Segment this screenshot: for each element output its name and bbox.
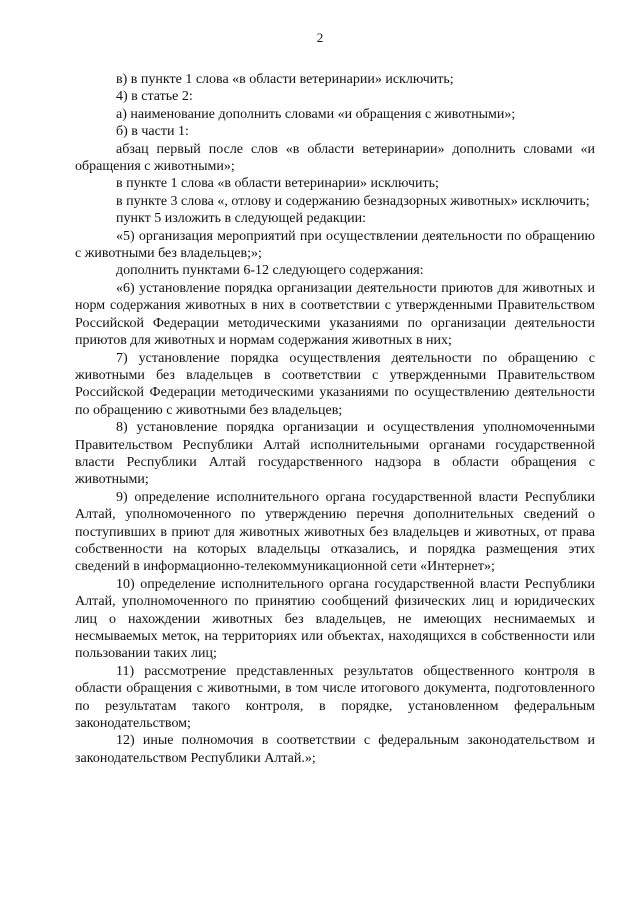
- paragraph: в пункте 3 слова «, отлову и содержанию безнадзорных животных» исключить;: [116, 193, 590, 209]
- paragraph: в) в пункте 1 слова «в области ветеринарии» исключить;: [116, 72, 454, 87]
- paragraph: 8) установление порядка организации и осуществления уполномоченными Правительством Республики Алтай исполнительными органами государственной власти Республики Алтай государственного надзора в области обращения с животными;: [75, 420, 595, 488]
- paragraph: б) в части 1:: [116, 124, 189, 140]
- paragraph: «6) установление порядка организации деятельности приютов для животных и норм содержания животных в них в соответствии с утвержденными Правительством Российской Федерации методическими указаниями по организации деятельности приютов для животных и нормам содержания животных в них;: [75, 280, 595, 349]
- paragraph: 10) определение исполнительного органа государственной власти Республики Алтай, уполномоченного по принятию сообщений физических лиц и юридических лиц о нахождении животных без владельцев, не имеющих неснимаемых и несмываемых меток, на территориях или объектах, находящихся в собственности или пользовании таких лиц;: [75, 576, 595, 662]
- paragraph: а) наименование дополнить словами «и обращения с животными»;: [116, 106, 516, 122]
- paragraph: 11) рассмотрение представленных результатов общественного контроля в области обращения с животными, в том числе итогового документа, подготовленного по результатам такого контроля, в порядке, установленном федеральным законодательством;: [75, 663, 595, 732]
- paragraph: абзац первый после слов «в области ветеринарии» дополнить словами «и обращения с животными»;: [75, 141, 595, 175]
- paragraph: 12) иные полномочия в соответствии с федеральным законодательством и законодательством Республики Алтай.»;: [75, 733, 595, 766]
- paragraph: 7) установление порядка осуществления деятельности по обращению с животными без владельцев в соответствии с утвержденными Правительством Российской Федерации методическими указаниями по осуществлению деятельности по обращению с животными без владельцев;: [75, 350, 595, 418]
- page-number: 2: [316, 30, 324, 45]
- paragraph: в пункте 1 слова «в области ветеринарии» исключить;: [116, 176, 439, 192]
- paragraph: 4) в статье 2:: [116, 89, 193, 105]
- paragraph: 9) определение исполнительного органа государственной власти Республики Алтай, уполномоченного по утверждению перечня дополнительных сведений о поступивших в приют для животных животных без владельцев и животных, от права собственности на которых владельцы отказались, и порядка размещения этих сведений в информационно-телекоммуникационной сети «Интернет»;: [75, 489, 595, 575]
- paragraph: «5) организация мероприятий при осуществлении деятельности по обращению с животными без владельцев;»;: [75, 228, 595, 262]
- paragraph: дополнить пунктами 6-12 следующего содержания:: [116, 263, 424, 279]
- document-body: [75, 71, 595, 767]
- paragraph: пункт 5 изложить в следующей редакции:: [116, 211, 366, 227]
